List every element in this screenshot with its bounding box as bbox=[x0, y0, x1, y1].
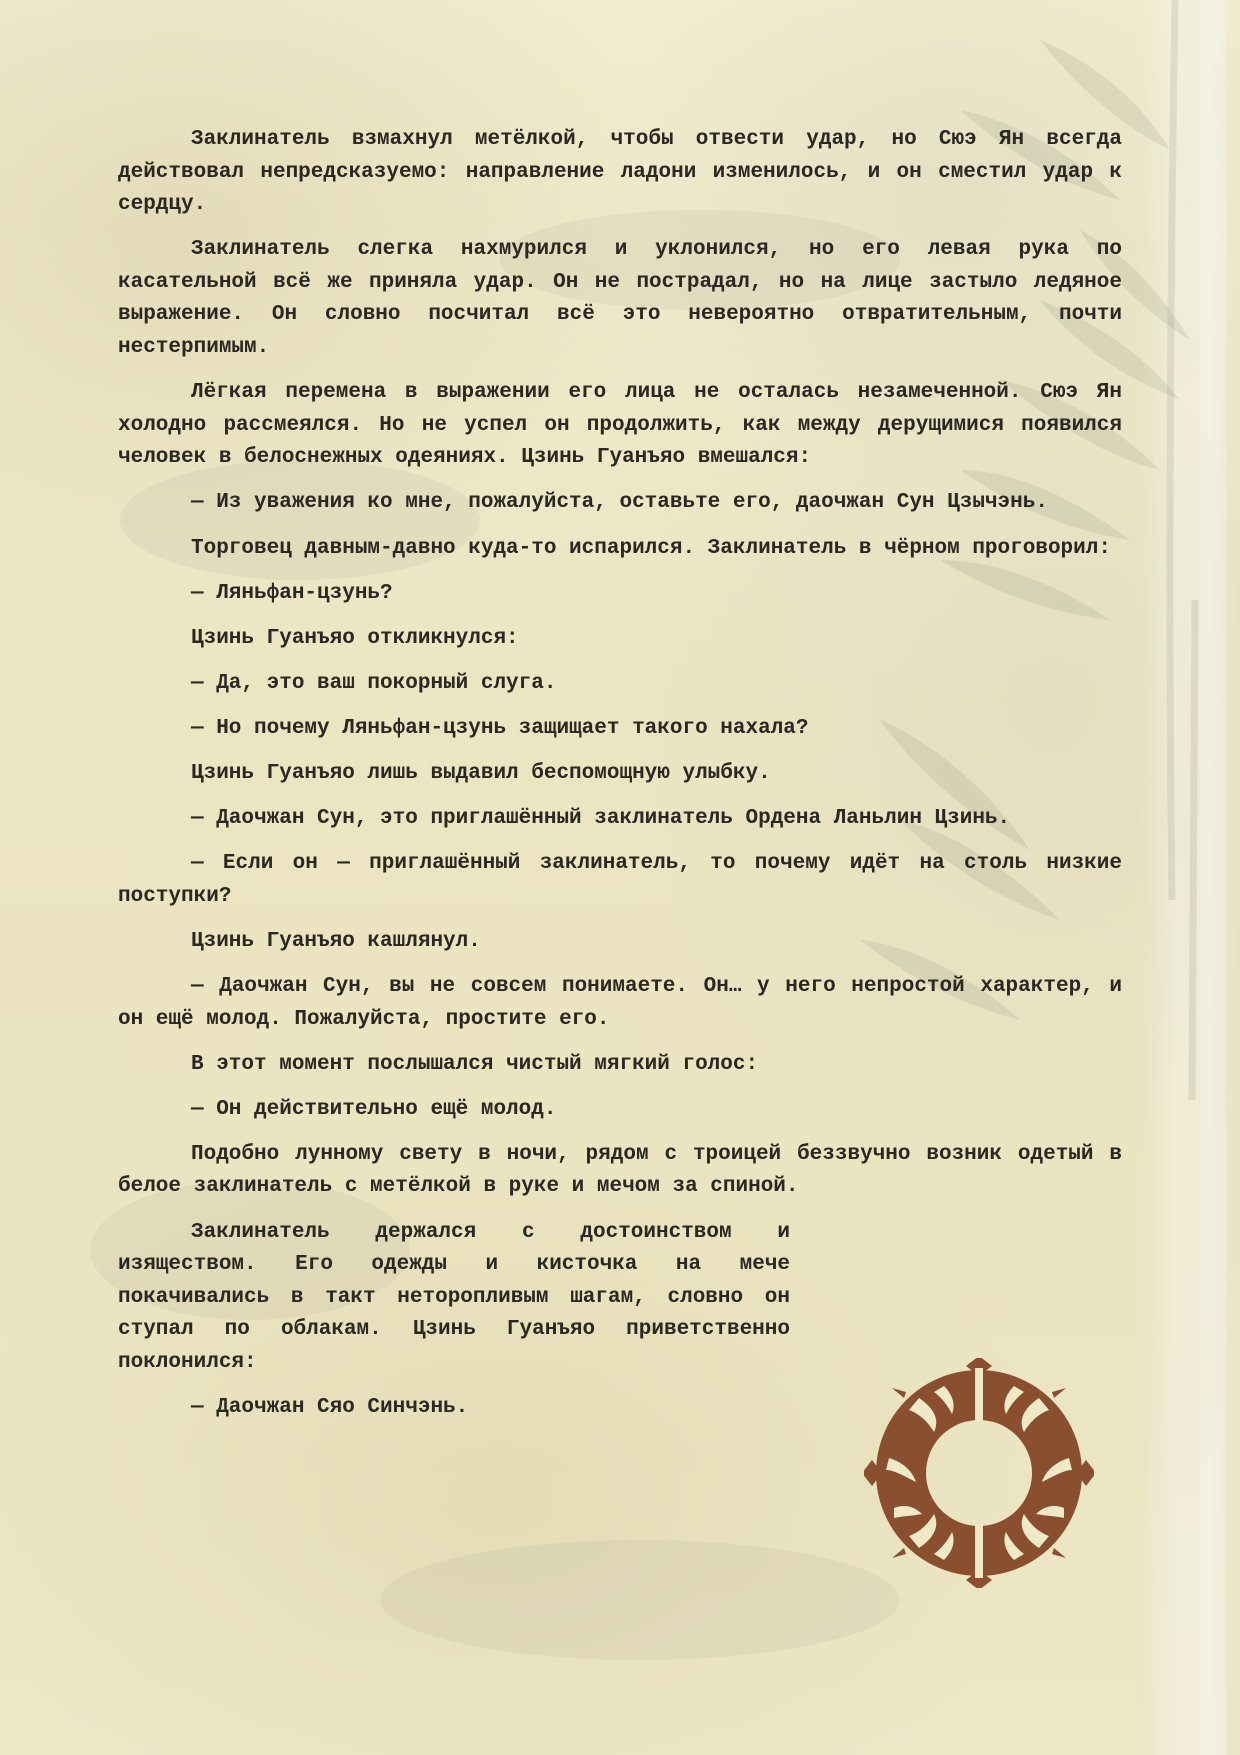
dialogue-line: — Даочжан Сун, вы не совсем понимаете. Он… у него непростой характер, и он ещё молод. Пожалуйста, простите его. bbox=[118, 974, 1122, 1031]
dialogue-line: — Ляньфан-цзунь? bbox=[191, 581, 393, 605]
dialogue-line: — Если он — приглашённый заклинатель, то почему идёт на столь низкие поступки? bbox=[118, 852, 1122, 908]
paragraph: Цзинь Гуанъяо лишь выдавил беспомощную улыбку. bbox=[191, 762, 771, 785]
dialogue-line: — Даочжан Сун, это приглашённый заклинатель Ордена Ланьлин Цзинь. bbox=[191, 807, 1011, 831]
paragraph: В этот момент послышался чистый мягкий голос: bbox=[191, 1052, 759, 1076]
paragraph: Цзинь Гуанъяо откликнулся: bbox=[191, 626, 519, 650]
paragraph: Цзинь Гуанъяо кашлянул. bbox=[191, 929, 481, 953]
paragraph: Подобно лунному свету в ночи, рядом с троицей беззвучно возник одетый в белое заклинатель с метёлкой в руке и мечом за спиной. bbox=[118, 1142, 1122, 1199]
dialogue-line: — Из уважения ко мне, пожалуйста, оставьте его, даочжан Сун Цзычэнь. bbox=[191, 491, 1048, 515]
dialogue-line: — Даочжан Сяо Синчэнь. bbox=[191, 1396, 469, 1419]
paragraph: Заклинатель взмахнул метёлкой, чтобы отвести удар, но Сюэ Ян всегда действовал непредсказуемо: направление ладони изменилось, и он сместил удар к сердцу. bbox=[118, 128, 1122, 217]
paragraph: Заклинатель держался с достоинством и изяществом. Его одежды и кисточка на мече покачивались в такт неторопливым шагам, словно он ступал по облакам. Цзинь Гуанъяо приветственно поклонился: bbox=[118, 1220, 790, 1374]
dialogue-line: — Но почему Ляньфан-цзунь защищает такого нахала? bbox=[191, 716, 809, 740]
paragraph: Торговец давным-давно куда-то испарился. Заклинатель в чёрном проговорил: bbox=[191, 536, 1111, 560]
paragraph: Лёгкая перемена в выражении его лица не осталась незамеченной. Сюэ Ян холодно рассмеялся. Но не успел он продолжить, как между дерущимися появился человек в белоснежных одеяниях. Цзинь Гуанъяо вмешался: bbox=[118, 381, 1122, 470]
story-text bbox=[118, 124, 1122, 1437]
dialogue-line: — Да, это ваш покорный слуга. bbox=[191, 671, 557, 695]
paragraph: Заклинатель слегка нахмурился и уклонился, но его левая рука по касательной всё же приняла удар. Он не пострадал, но на лице застыло ледяное выражение. Он словно посчитал всё это невероятно отвратительным, почти нестерпимым. bbox=[118, 238, 1122, 360]
dialogue-line: — Он действительно ещё молод. bbox=[191, 1097, 557, 1121]
decorative-seal-icon bbox=[864, 1358, 1094, 1588]
